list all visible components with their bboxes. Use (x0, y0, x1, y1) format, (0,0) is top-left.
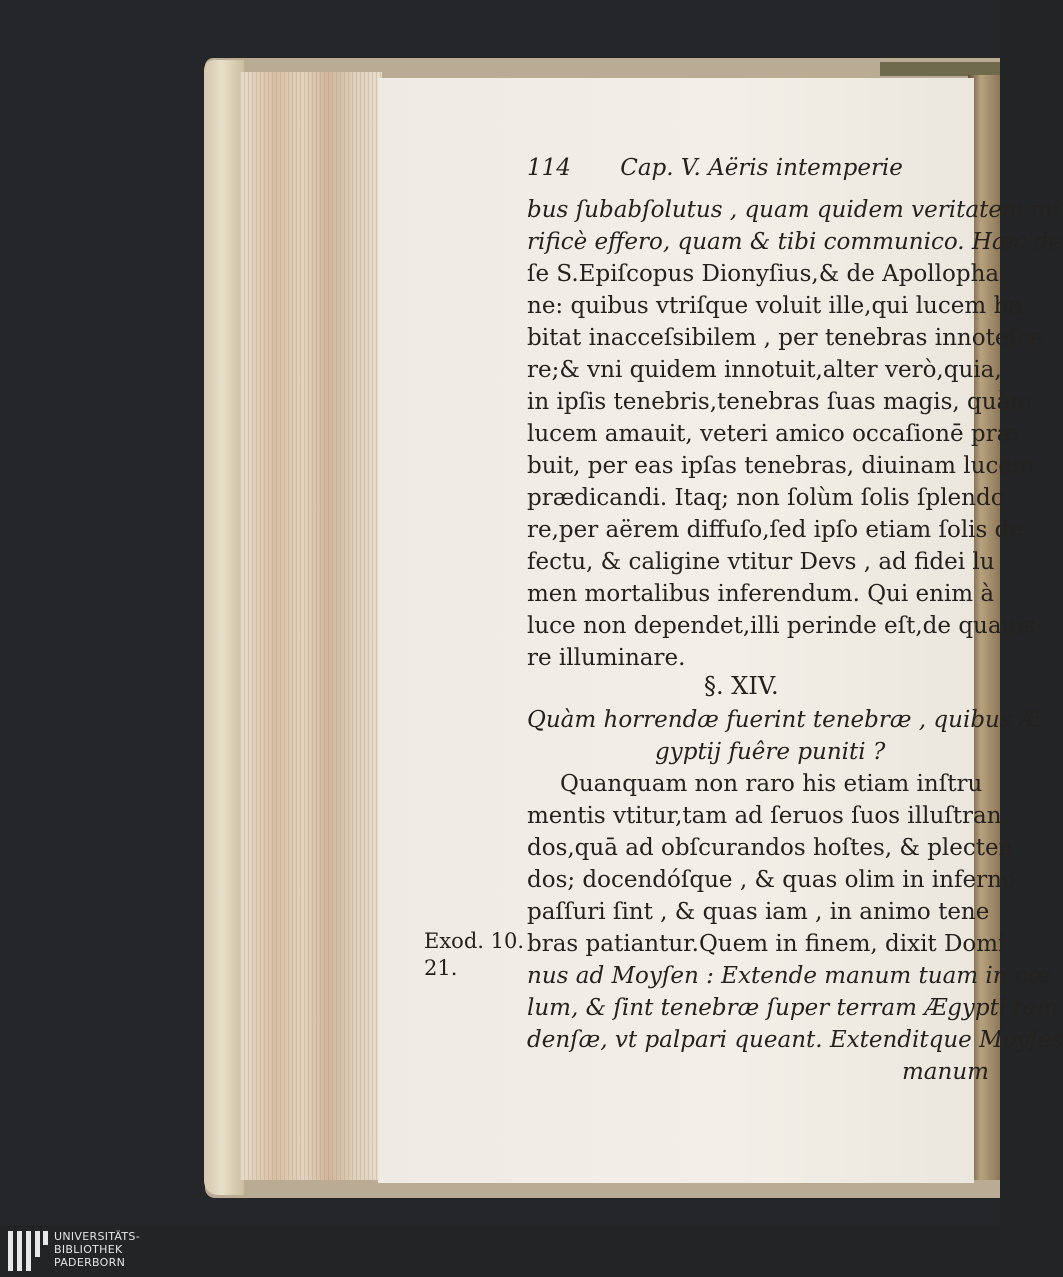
text-line: mentis vtitur,tam ad ſeruos ſuos illuſtran (527, 803, 1002, 829)
text-line: nus ad Moyſen : Extende manum tuam in cœ (527, 963, 1051, 989)
text-line: lucem amauit, veteri amico occaſionē præ (527, 421, 1019, 447)
page-edges (240, 72, 382, 1180)
text-line: buit, per eas ipſas tenebras, diuinam lucem (527, 453, 1034, 479)
text-line: denſæ, vt palpari queant. Extenditque Moyſes (527, 1027, 1063, 1053)
text-line: bus ſubabſolutus , quam quidem veritatem mi (527, 197, 1061, 223)
library-name-line-1: UNIVERSITÄTS- (54, 1230, 140, 1243)
section-heading-line-2: gyptij fuêre puniti ? (655, 739, 886, 765)
text-line: ne: quibus vtriſque voluit ille,qui lucem ha (527, 293, 1023, 319)
binding-top-band (880, 62, 1000, 76)
text-line: fectu, & caligine vtitur Devs , ad fidei lu (527, 549, 995, 575)
section-heading-line-1: Quàm horrendæ fuerint tenebræ , quibus Æ (527, 707, 1042, 733)
text-line: Quanquam non raro his etiam inſtru (560, 771, 983, 797)
book-spine (204, 60, 244, 1195)
marginal-reference-verse: 21. (424, 956, 458, 980)
text-line: rificè effero, quam & tibi communico. Hæc de (527, 229, 1063, 255)
text-line: dos,quā ad obſcurandos hoſtes, & plecten (527, 835, 1014, 861)
text-line: bras patiantur.Quem in finem, dixit Domi (527, 931, 1006, 957)
running-head (527, 155, 903, 181)
text-line: re;& vni quidem innotuit,alter verò,quia, (527, 357, 1002, 383)
text-line: men mortalibus inferendum. Qui enim à (527, 581, 995, 607)
library-name-line-2: BIBLIOTHEK (54, 1243, 123, 1256)
text-line: luce non dependet,illi perinde eſt,de quauis (527, 613, 1036, 639)
section-number: §. XIV. (704, 672, 779, 700)
running-title: Cap. V. Aëris intemperie (620, 155, 903, 181)
text-line: lum, & ſint tenebræ ſuper terram Ægypti tam (527, 995, 1059, 1021)
library-name-line-3: PADERBORN (54, 1256, 126, 1269)
footer-bar (0, 1225, 1000, 1277)
text-line: paſſuri ſint , & quas iam , in animo tene (527, 899, 990, 925)
text-line: dos; docendóſque , & quas olim in inferno (527, 867, 1016, 893)
text-line: ſe S.Epiſcopus Dionyſius,& de Apollopha (527, 261, 1000, 287)
text-line: re,per aërem diffuſo,ſed ipſo etiam ſolis de (527, 517, 1023, 543)
library-logo-icon (8, 1231, 48, 1271)
text-line: in ipſis tenebris,tenebras ſuas magis, quàm (527, 389, 1033, 415)
text-line: prædicandi. Itaq; non ſolùm ſolis ſplendo (527, 485, 1005, 511)
marginal-reference: Exod. 10. (424, 929, 525, 953)
page-number: 114 (527, 155, 571, 181)
text-line: bitat inacceſsibilem , per tenebras innoteſce (527, 325, 1044, 351)
catchword: manum (902, 1059, 989, 1085)
text-line: re illuminare. (527, 645, 686, 671)
